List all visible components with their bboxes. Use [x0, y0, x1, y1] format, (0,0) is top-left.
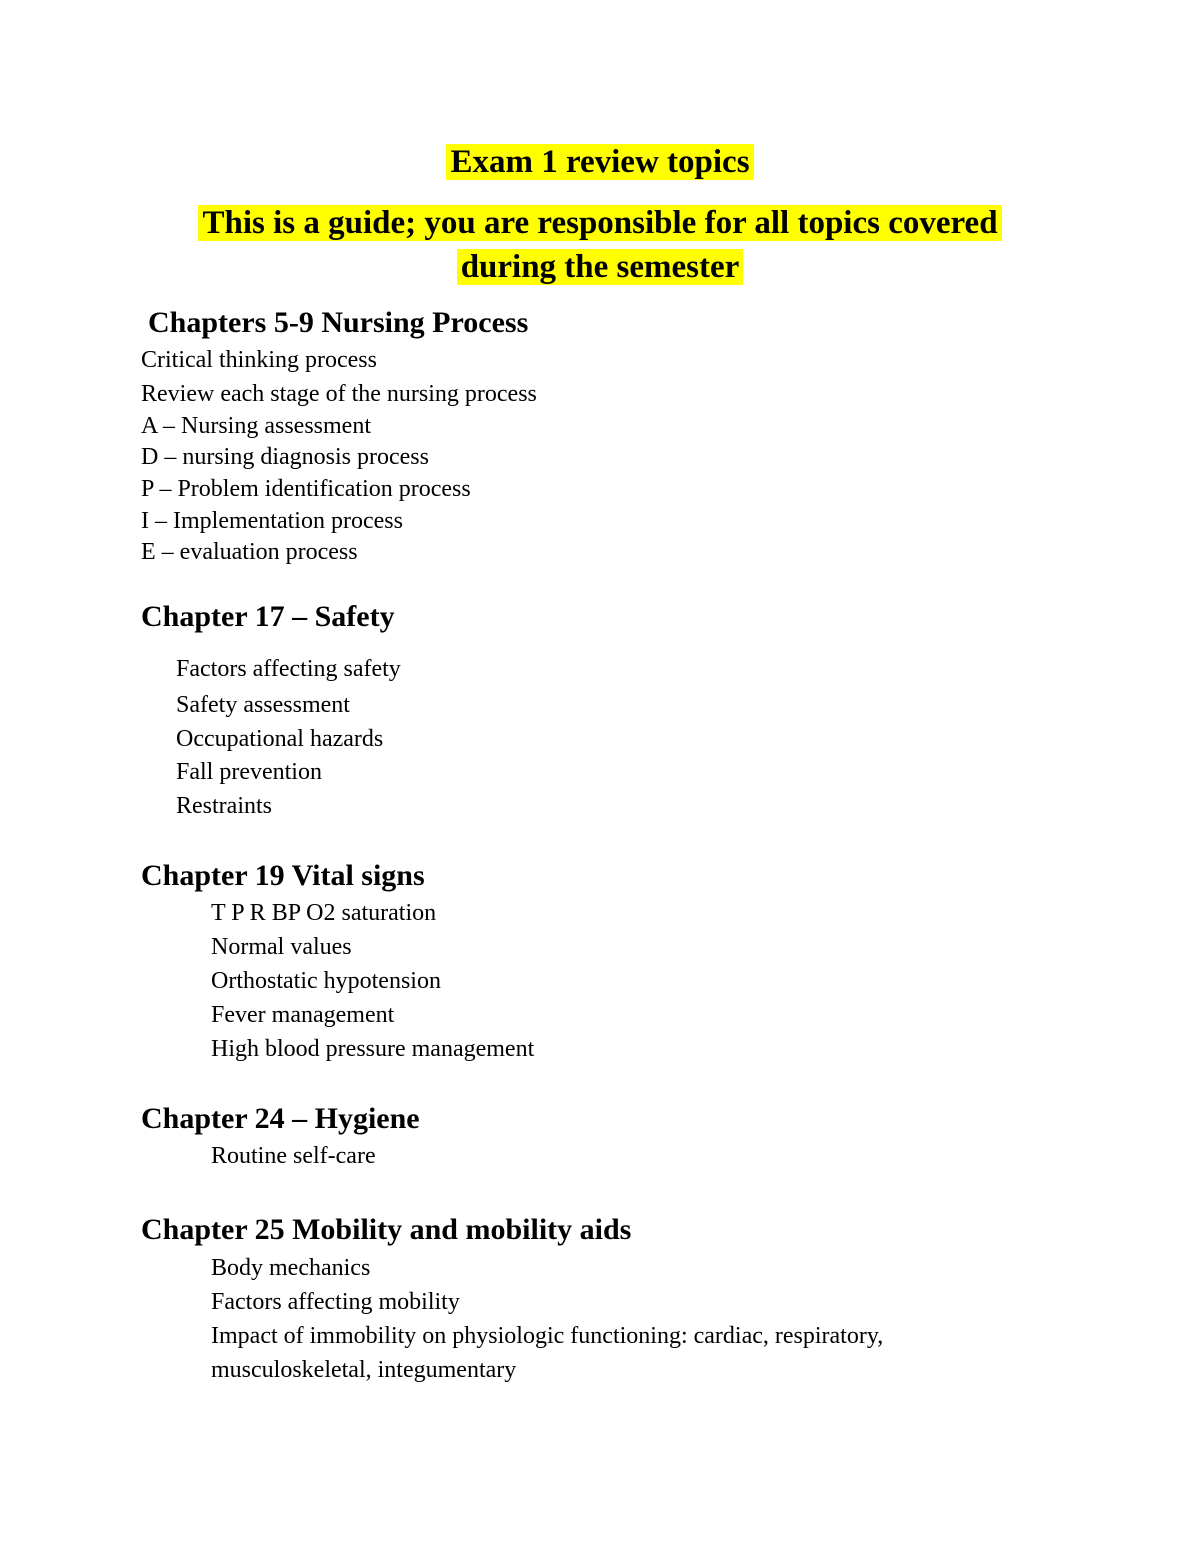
list-item: Impact of immobility on physiologic functioning: cardiac, respiratory, — [211, 1323, 884, 1349]
document-subtitle-line-2 — [0, 247, 1200, 287]
section-heading-safety: Chapter 17 – Safety — [141, 600, 395, 633]
list-item: Restraints — [176, 793, 272, 819]
list-item: Critical thinking process — [141, 347, 377, 373]
section-heading-hygiene: Chapter 24 – Hygiene — [141, 1102, 420, 1135]
list-item: Fever management — [211, 1002, 395, 1028]
list-item: Review each stage of the nursing process — [141, 381, 537, 407]
list-item: Routine self-care — [211, 1143, 376, 1169]
list-item: musculoskeletal, integumentary — [211, 1357, 517, 1383]
subtitle-text-2: during the semester — [457, 249, 744, 285]
document-subtitle-line-1 — [0, 203, 1200, 243]
section-heading-nursing-process: Chapters 5-9 Nursing Process — [148, 306, 529, 339]
list-item: Normal values — [211, 934, 352, 960]
list-item: Occupational hazards — [176, 726, 384, 752]
document-title — [0, 142, 1200, 182]
section-heading-mobility: Chapter 25 Mobility and mobility aids — [141, 1213, 632, 1246]
list-item: P – Problem identification process — [141, 476, 471, 502]
list-item: A – Nursing assessment — [141, 413, 371, 439]
list-item: T P R BP O2 saturation — [211, 900, 437, 926]
title-text: Exam 1 review topics — [446, 144, 753, 180]
list-item: Safety assessment — [176, 692, 350, 718]
list-item: D – nursing diagnosis process — [141, 444, 429, 470]
list-item: E – evaluation process — [141, 539, 358, 565]
section-heading-vital-signs: Chapter 19 Vital signs — [141, 859, 425, 892]
subtitle-text-1: This is a guide; you are responsible for all topics covered — [198, 205, 1001, 241]
list-item: Body mechanics — [211, 1255, 371, 1281]
list-item: Factors affecting safety — [176, 656, 401, 682]
list-item: Factors affecting mobility — [211, 1289, 460, 1315]
list-item: High blood pressure management — [211, 1036, 535, 1062]
list-item: Orthostatic hypotension — [211, 968, 441, 994]
list-item: I – Implementation process — [141, 508, 403, 534]
list-item: Fall prevention — [176, 759, 322, 785]
